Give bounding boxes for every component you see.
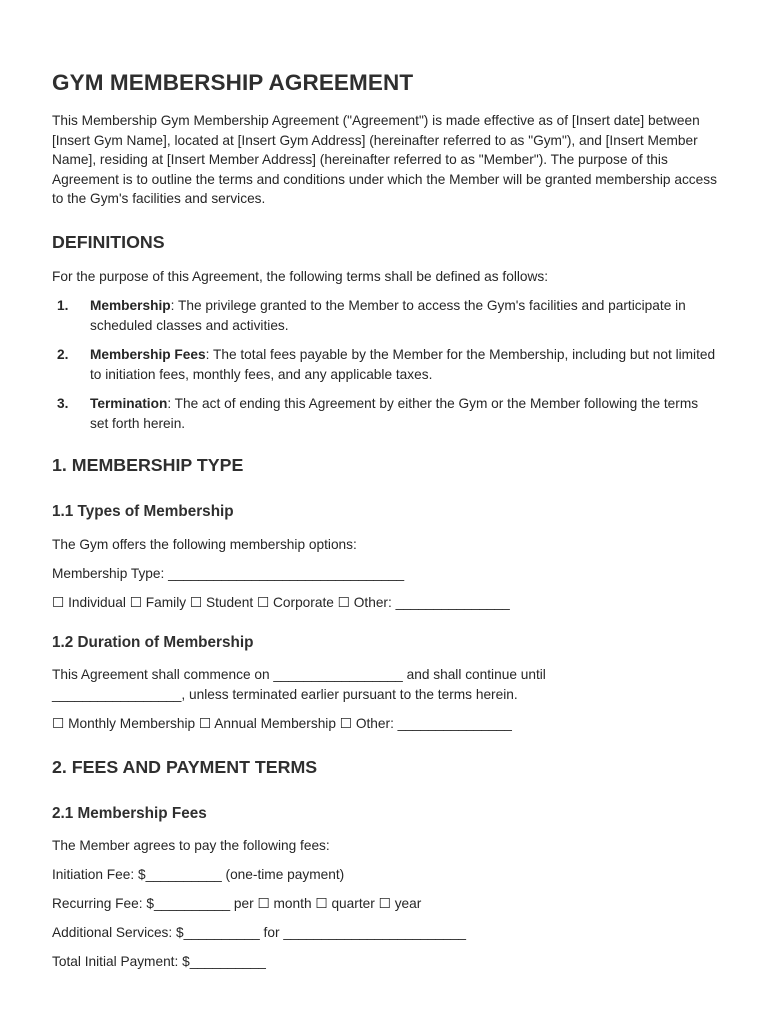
section1-2-heading: 1.2 Duration of Membership — [52, 634, 254, 651]
definitions-lead: For the purpose of this Agreement, the following terms shall be defined as follows: — [52, 269, 549, 284]
membership-type-field[interactable]: Membership Type: _______________________________ — [52, 566, 405, 581]
definition-item — [52, 296, 722, 335]
section2-heading: 2. FEES AND PAYMENT TERMS — [52, 757, 318, 777]
recurring-fee-field[interactable]: Recurring Fee: $__________ per ☐ month ☐ quarter ☐ year — [52, 896, 422, 911]
initiation-fee-field[interactable]: Initiation Fee: $__________ (one-time payment) — [52, 867, 345, 882]
definitions-heading: DEFINITIONS — [52, 232, 165, 252]
additional-services-field[interactable]: Additional Services: $__________ for ________________________ — [52, 925, 467, 940]
definition-item — [52, 394, 722, 433]
section1-heading: 1. MEMBERSHIP TYPE — [52, 455, 244, 475]
intro-paragraph: This Membership Gym Membership Agreement ("Agreement") is made effective as of [Insert date] between [Insert Gym Name], located at [Insert Gym Address] (hereinafter referred to as "Gym"), and [Insert Member Name], residing at [Insert Member Address] (hereinafter referred to as "Member"). The purpose of this Agreement is to outline the terms and conditions under which the Member will be granted membership access to the Gym's facilities and services. — [52, 113, 717, 207]
definition-number: 1. — [57, 298, 69, 313]
definition-text: : The privilege granted to the Member to access the Gym's facilities and participate in scheduled classes and activities. — [90, 298, 686, 333]
definition-number: 2. — [57, 347, 69, 362]
section1-1-heading: 1.1 Types of Membership — [52, 503, 234, 520]
definition-term: Membership — [90, 298, 171, 313]
section2-1-heading: 2.1 Membership Fees — [52, 805, 207, 822]
total-initial-payment-field[interactable]: Total Initial Payment: $__________ — [52, 954, 266, 969]
membership-type-checkboxes[interactable]: ☐ Individual ☐ Family ☐ Student ☐ Corporate ☐ Other: _______________ — [52, 595, 510, 610]
definition-text: : The total fees payable by the Member for the Membership, including but not limited to initiation fees, monthly fees, and any applicable taxes. — [90, 347, 716, 382]
definition-text: : The act of ending this Agreement by either the Gym or the Member following the terms set forth herein. — [90, 396, 699, 431]
definition-item — [52, 345, 722, 384]
fees-lead: The Member agrees to pay the following fees: — [52, 838, 330, 853]
duration-checkboxes[interactable]: ☐ Monthly Membership ☐ Annual Membership ☐ Other: _______________ — [52, 716, 512, 731]
definition-number: 3. — [57, 396, 69, 411]
document-title: GYM MEMBERSHIP AGREEMENT — [52, 70, 414, 95]
definition-term: Membership Fees — [90, 347, 206, 362]
membership-options-lead: The Gym offers the following membership options: — [52, 537, 357, 552]
commence-clause[interactable]: This Agreement shall commence on _________________ and shall continue until _________________, unless terminated earlier pursuant to the terms herein. — [52, 667, 546, 702]
definition-term: Termination — [90, 396, 168, 411]
